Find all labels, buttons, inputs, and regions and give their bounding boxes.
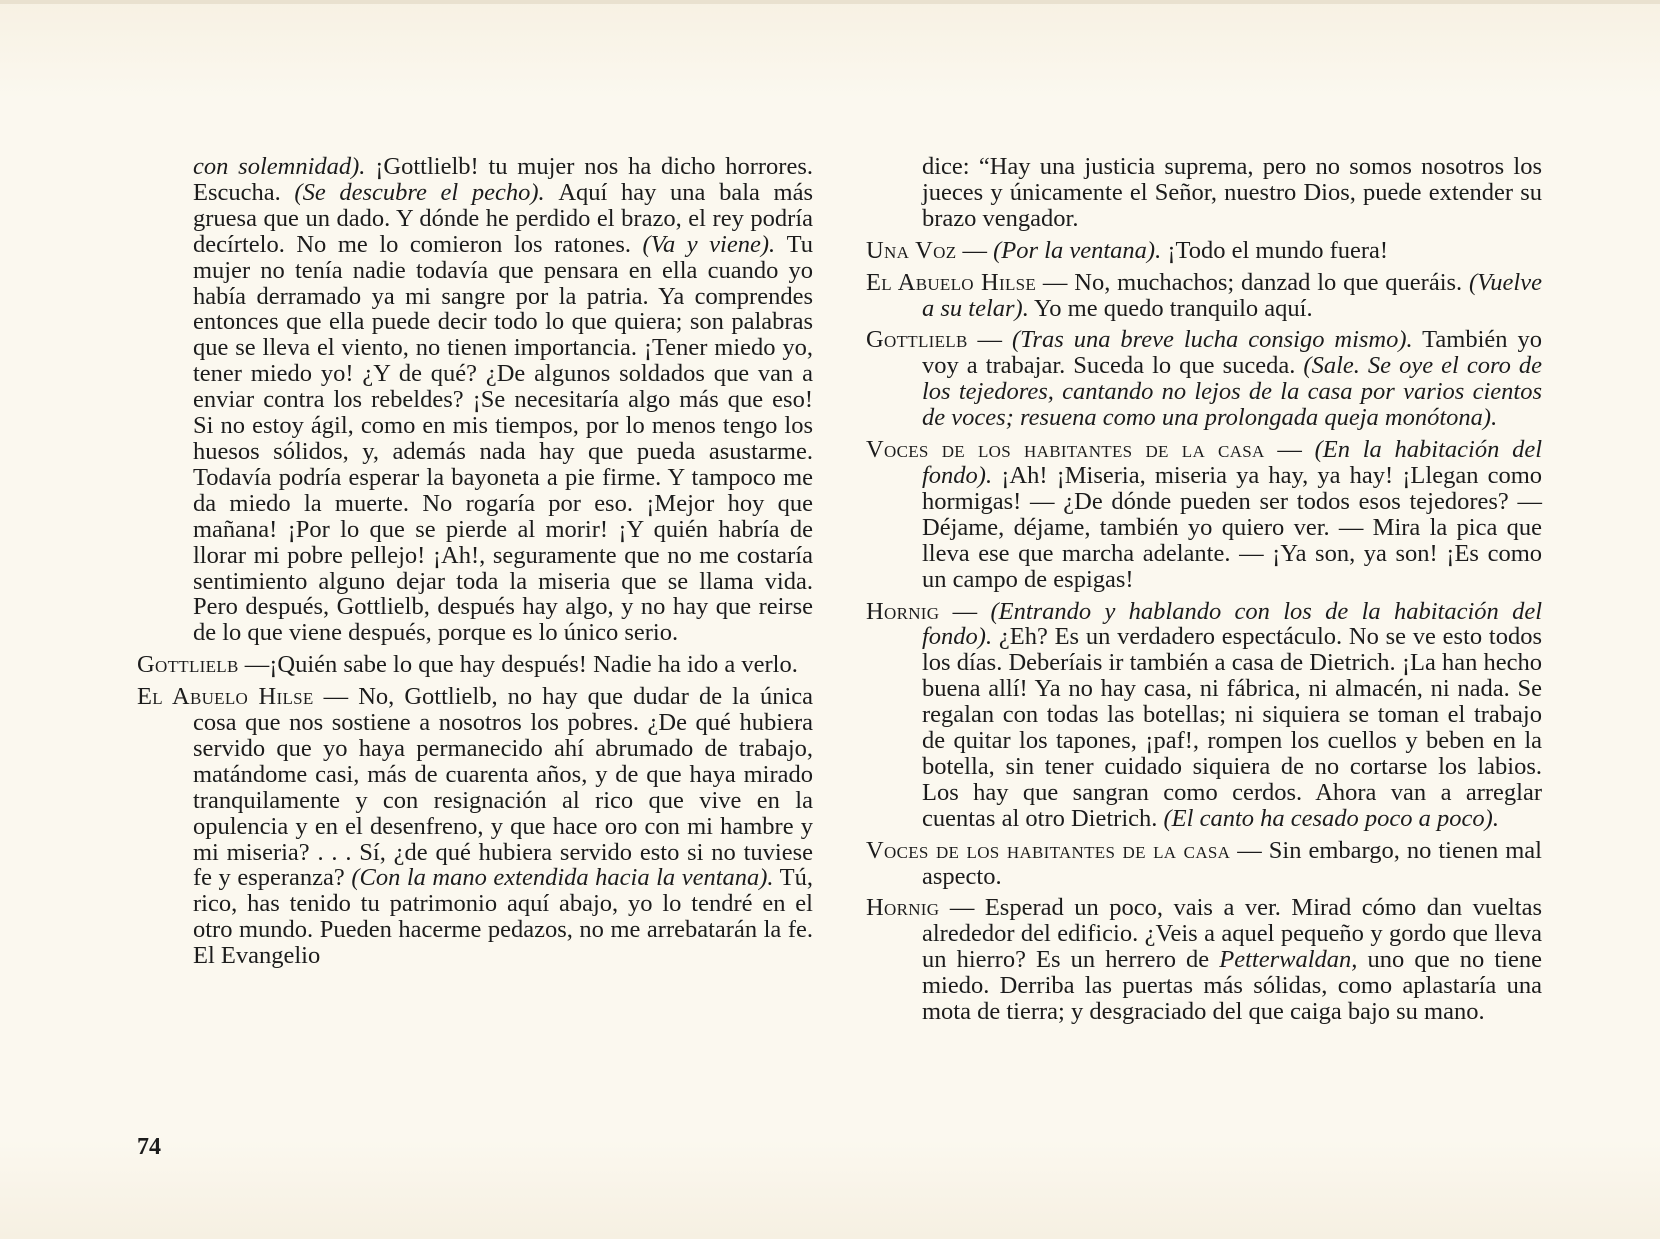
page-top-edge bbox=[0, 0, 1660, 4]
dialogue-text: ¡Gottlielb! tu mujer nos ha dicho horrores. Escucha. bbox=[193, 153, 813, 206]
dialogue-text: Yo me quedo tranquilo aquí. bbox=[1028, 294, 1313, 322]
right-para-2 bbox=[866, 238, 1542, 264]
dialogue-text: — bbox=[939, 597, 991, 625]
dialogue-text: uno que no tiene miedo. Derriba las puertas más sólidas, como aplastaría una mota de tierra; y desgraciado del que caiga bajo su mano. bbox=[922, 946, 1542, 1026]
stage-direction: (Tras una breve lucha consigo mismo). bbox=[1012, 326, 1413, 354]
left-para-3 bbox=[137, 684, 813, 969]
stage-direction: (El canto ha cesado poco a poco). bbox=[1163, 804, 1499, 832]
speaker-name: Voces de los habitantes de la casa bbox=[866, 436, 1265, 464]
dialogue-text: ¡Todo el mundo fuera! bbox=[1161, 236, 1389, 264]
dialogue-text: — bbox=[967, 326, 1012, 354]
dialogue-text: También yo voy a trabajar. Suceda lo que suceda. bbox=[922, 326, 1542, 380]
stage-direction: (Vuelve a su telar). bbox=[922, 268, 1542, 322]
speaker-name: Voces de los habitantes de la casa bbox=[866, 836, 1231, 864]
left-para-1 bbox=[137, 154, 813, 646]
right-para-1 bbox=[866, 154, 1542, 232]
stage-direction: Petterwaldan, bbox=[1219, 946, 1358, 974]
dialogue-text: ¡Ah! ¡Miseria, miseria ya hay, ya hay! ¡Llegan como hormigas! — ¿De dónde pueden ser todos esos tejedores? — Déjame, déjame, también yo quiero ver. — Mira la pica que lleva ese que marcha adelante. — ¡Ya son, ya son! ¡Es como un campo de espigas! bbox=[922, 461, 1542, 593]
stage-direction: con solemnidad). bbox=[193, 153, 376, 180]
left-para-2 bbox=[137, 652, 813, 678]
dialogue-text: — No, muchachos; danzad lo que queráis. bbox=[1036, 268, 1469, 296]
dialogue-text: —¡Quién sabe lo que hay después! Nadie ha ido a verlo. bbox=[238, 651, 798, 679]
dialogue-text: — Sin embargo, no tienen mal aspecto. bbox=[922, 836, 1542, 890]
page-number: 74 bbox=[137, 1134, 161, 1160]
stage-direction: (Se descubre el pecho). bbox=[294, 178, 559, 206]
right-para-6 bbox=[866, 599, 1542, 832]
right-para-5 bbox=[866, 437, 1542, 592]
stage-direction: (Sale. Se oye el coro de los tejedores, cantando no lejos de la casa por varios cientos de voces; resuena como una prolongada queja monótona). bbox=[922, 352, 1542, 432]
right-para-7 bbox=[866, 838, 1542, 890]
right-para-8 bbox=[866, 895, 1542, 1025]
dialogue-text: — bbox=[1264, 436, 1315, 464]
dialogue-text: ¿Eh? Es un verdadero espectáculo. No se ve esto todos los días. Deberíais ir también a casa de Dietrich. ¡La han hecho buena allí! Ya no hay casa, ni fábrica, ni almacén, ni nada. Se regalan con todas las botellas; ni siquiera se toman el trabajo de quitar los tapones, ¡paf!, rompen los cuellos y beben en la botella, sin tener cuidado siquiera de no cortarse los labios. Los hay que sangran como cerdos. Ahora van a arreglar cuentas al otro Dietrich. bbox=[922, 623, 1542, 832]
stage-direction: (Va y viene). bbox=[642, 230, 787, 258]
speaker-name: Gottlielb bbox=[137, 651, 239, 679]
right-para-4 bbox=[866, 327, 1542, 431]
left-column bbox=[137, 154, 813, 969]
speaker-name: Gottlielb bbox=[866, 326, 968, 354]
right-column bbox=[866, 154, 1542, 1025]
dialogue-text: — No, Gottlielb, no hay que dudar de la única cosa que nos sostiene a nosotros los pobres. ¿De qué hubiera servido que yo haya permanecido ahí abrumado de trabajo, matándome casi, más de cuarenta años, y de que haya mirado tranquilamente y con resignación al rico que vive en la opulencia y en el desenfreno, y que hace oro con mi hambre y mi miseria? . . . Sí, ¿de qué hubiera servido esto si no tuviese fe y esperanza? bbox=[193, 683, 813, 892]
right-para-3 bbox=[866, 270, 1542, 322]
stage-direction: (En la habitación del fondo). bbox=[922, 436, 1542, 489]
dialogue-text: — bbox=[956, 236, 994, 264]
speaker-name: El Abuelo Hilse bbox=[137, 683, 314, 711]
dialogue-text: Tu mujer no tenía nadie todavía que pensara en ella cuando yo había derramado ya mi sangre por la patria. Ya comprendes entonces que ella puede decir todo lo que quiera; son palabras que se lleva el viento, no tienen importancia. ¡Tener miedo yo, tener miedo yo! ¿Y de qué? ¿De algunos soldados que van a enviar contra los rebeldes? ¡Se necesitaría algo más que eso! Si no estoy ágil, como en mis tiempos, por lo menos tengo los huesos sólidos, y, además nada hay que pueda asustarme. Todavía podría esperar la bayoneta a pie firme. Y tampoco me da miedo la muerte. No rogaría por eso. ¡Mejor hoy que mañana! ¡Por lo que se pierde al morir! ¡Y quién habría de llorar mi pobre pellejo! ¡Ah!, seguramente que no me costaría sentimiento alguno dejar toda la miseria que se llama vida. Pero después, Gottlielb, después hay algo, y no hay que reirse de lo que viene después, porque es lo único serio. bbox=[193, 230, 814, 647]
dialogue-text: dice: “Hay una justicia suprema, pero no somos nosotros los jueces y únicamente el Señor, nuestro Dios, puede extender su brazo vengador. bbox=[922, 153, 1542, 232]
dialogue-text: — Esperad un poco, vais a ver. Mirad cómo dan vueltas alrededor del edificio. ¿Veis a aquel pequeño y gordo que lleva un hierro? Es un herrero de bbox=[922, 894, 1542, 974]
speaker-name: Una Voz bbox=[866, 236, 957, 264]
stage-direction: (Entrando y hablando con los de la habitación del fondo). bbox=[922, 597, 1543, 651]
speaker-name: Hornig bbox=[866, 597, 940, 625]
speaker-name: Hornig bbox=[866, 894, 940, 922]
speaker-name: El Abuelo Hilse bbox=[866, 268, 1037, 296]
dialogue-text: Tú, rico, has tenido tu patrimonio aquí abajo, yo lo tendré en el otro mundo. Pueden hacerme pedazos, no me arrebatarán la fe. El Evangelio bbox=[193, 864, 813, 970]
stage-direction: (Por la ventana). bbox=[993, 236, 1162, 264]
dialogue-text: Aquí hay una bala más gruesa que un dado. Y dónde he perdido el brazo, el rey podría decírtelo. No me lo comieron los ratones. bbox=[193, 178, 814, 258]
stage-direction: (Con la mano extendida hacia la ventana). bbox=[351, 864, 774, 892]
